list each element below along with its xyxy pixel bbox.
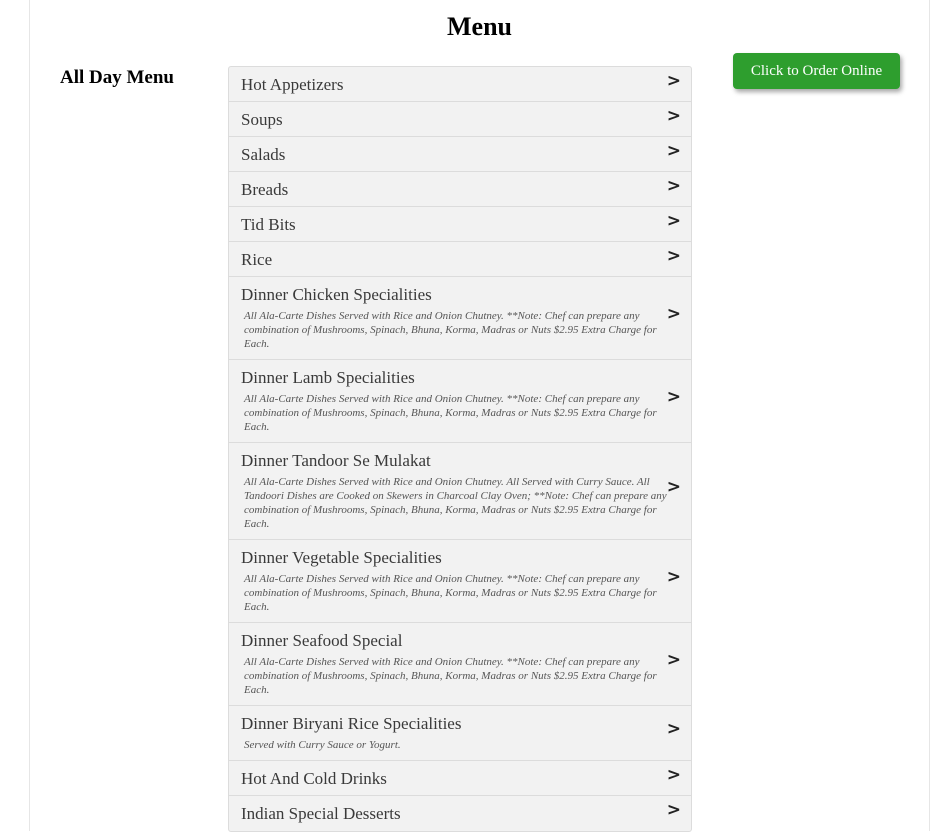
category-name: Dinner Seafood Special [241, 631, 403, 650]
chevron-right-icon: > [666, 567, 681, 587]
chevron-right-icon: > [666, 650, 681, 670]
chevron-right-icon: > [666, 477, 681, 497]
category-name: Hot Appetizers [241, 75, 344, 94]
order-online-button[interactable]: Click to Order Online [733, 53, 900, 89]
chevron-right-icon: > [666, 387, 681, 407]
category-name: Dinner Vegetable Specialities [241, 548, 442, 567]
category-name: Tid Bits [241, 215, 296, 234]
chevron-right-icon: > [666, 106, 681, 126]
category-name: Salads [241, 145, 286, 164]
menu-category-dinner-chicken[interactable] [229, 277, 691, 360]
chevron-right-icon: > [666, 304, 681, 324]
category-description: All Ala-Carte Dishes Served with Rice and Onion Chutney. All Served with Curry Sauce. All Tandoori Dishes are Cooked on Skewers in Charcoal Clay Oven; **Note: Chef can prepare any combination of Mushrooms, Spinach, Bhuna, Korma, Madras or Nuts $2.95 Extra Charge for Each. [244, 476, 667, 530]
category-name: Indian Special Desserts [241, 804, 401, 823]
menu-category-rice[interactable] [229, 242, 691, 277]
chevron-right-icon: > [666, 176, 681, 196]
menu-category-soups[interactable] [229, 102, 691, 137]
menu-category-salads[interactable] [229, 137, 691, 172]
category-name: Dinner Chicken Specialities [241, 285, 432, 304]
category-name: Rice [241, 250, 273, 269]
menu-category-dinner-vegetable[interactable] [229, 540, 691, 623]
menu-category-hot-appetizers[interactable] [229, 67, 691, 102]
section-title: All Day Menu [60, 67, 174, 88]
category-description: All Ala-Carte Dishes Served with Rice and Onion Chutney. **Note: Chef can prepare any combination of Mushrooms, Spinach, Bhuna, Korma, Madras or Nuts $2.95 Extra Charge for Each. [244, 573, 657, 613]
category-name: Dinner Lamb Specialities [241, 368, 415, 387]
menu-category-breads[interactable] [229, 172, 691, 207]
category-name: Soups [241, 110, 283, 129]
category-name: Dinner Tandoor Se Mulakat [241, 451, 431, 470]
menu-category-desserts[interactable] [229, 796, 691, 831]
chevron-right-icon: > [666, 800, 681, 820]
chevron-right-icon: > [666, 765, 681, 785]
category-description: All Ala-Carte Dishes Served with Rice and Onion Chutney. **Note: Chef can prepare any combination of Mushrooms, Spinach, Bhuna, Korma, Madras or Nuts $2.95 Extra Charge for Each. [244, 310, 657, 350]
category-name: Dinner Biryani Rice Specialities [241, 714, 462, 733]
menu-category-dinner-tandoor[interactable] [229, 443, 691, 540]
chevron-right-icon: > [666, 719, 681, 739]
menu-category-drinks[interactable] [229, 761, 691, 796]
chevron-right-icon: > [666, 141, 681, 161]
category-name: Hot And Cold Drinks [241, 769, 387, 788]
category-name: Breads [241, 180, 289, 199]
menu-category-dinner-biryani[interactable] [229, 706, 691, 761]
chevron-right-icon: > [666, 246, 681, 266]
category-description: Served with Curry Sauce or Yogurt. [244, 739, 401, 751]
chevron-right-icon: > [666, 71, 681, 91]
menu-category-list [228, 66, 692, 832]
page-title: Menu [447, 12, 512, 41]
menu-category-dinner-lamb[interactable] [229, 360, 691, 443]
menu-category-tid-bits[interactable] [229, 207, 691, 242]
category-description: All Ala-Carte Dishes Served with Rice and Onion Chutney. **Note: Chef can prepare any combination of Mushrooms, Spinach, Bhuna, Korma, Madras or Nuts $2.95 Extra Charge for Each. [244, 393, 657, 433]
chevron-right-icon: > [666, 211, 681, 231]
menu-category-dinner-seafood[interactable] [229, 623, 691, 706]
category-description: All Ala-Carte Dishes Served with Rice and Onion Chutney. **Note: Chef can prepare any combination of Mushrooms, Spinach, Bhuna, Korma, Madras or Nuts $2.95 Extra Charge for Each. [244, 656, 657, 696]
